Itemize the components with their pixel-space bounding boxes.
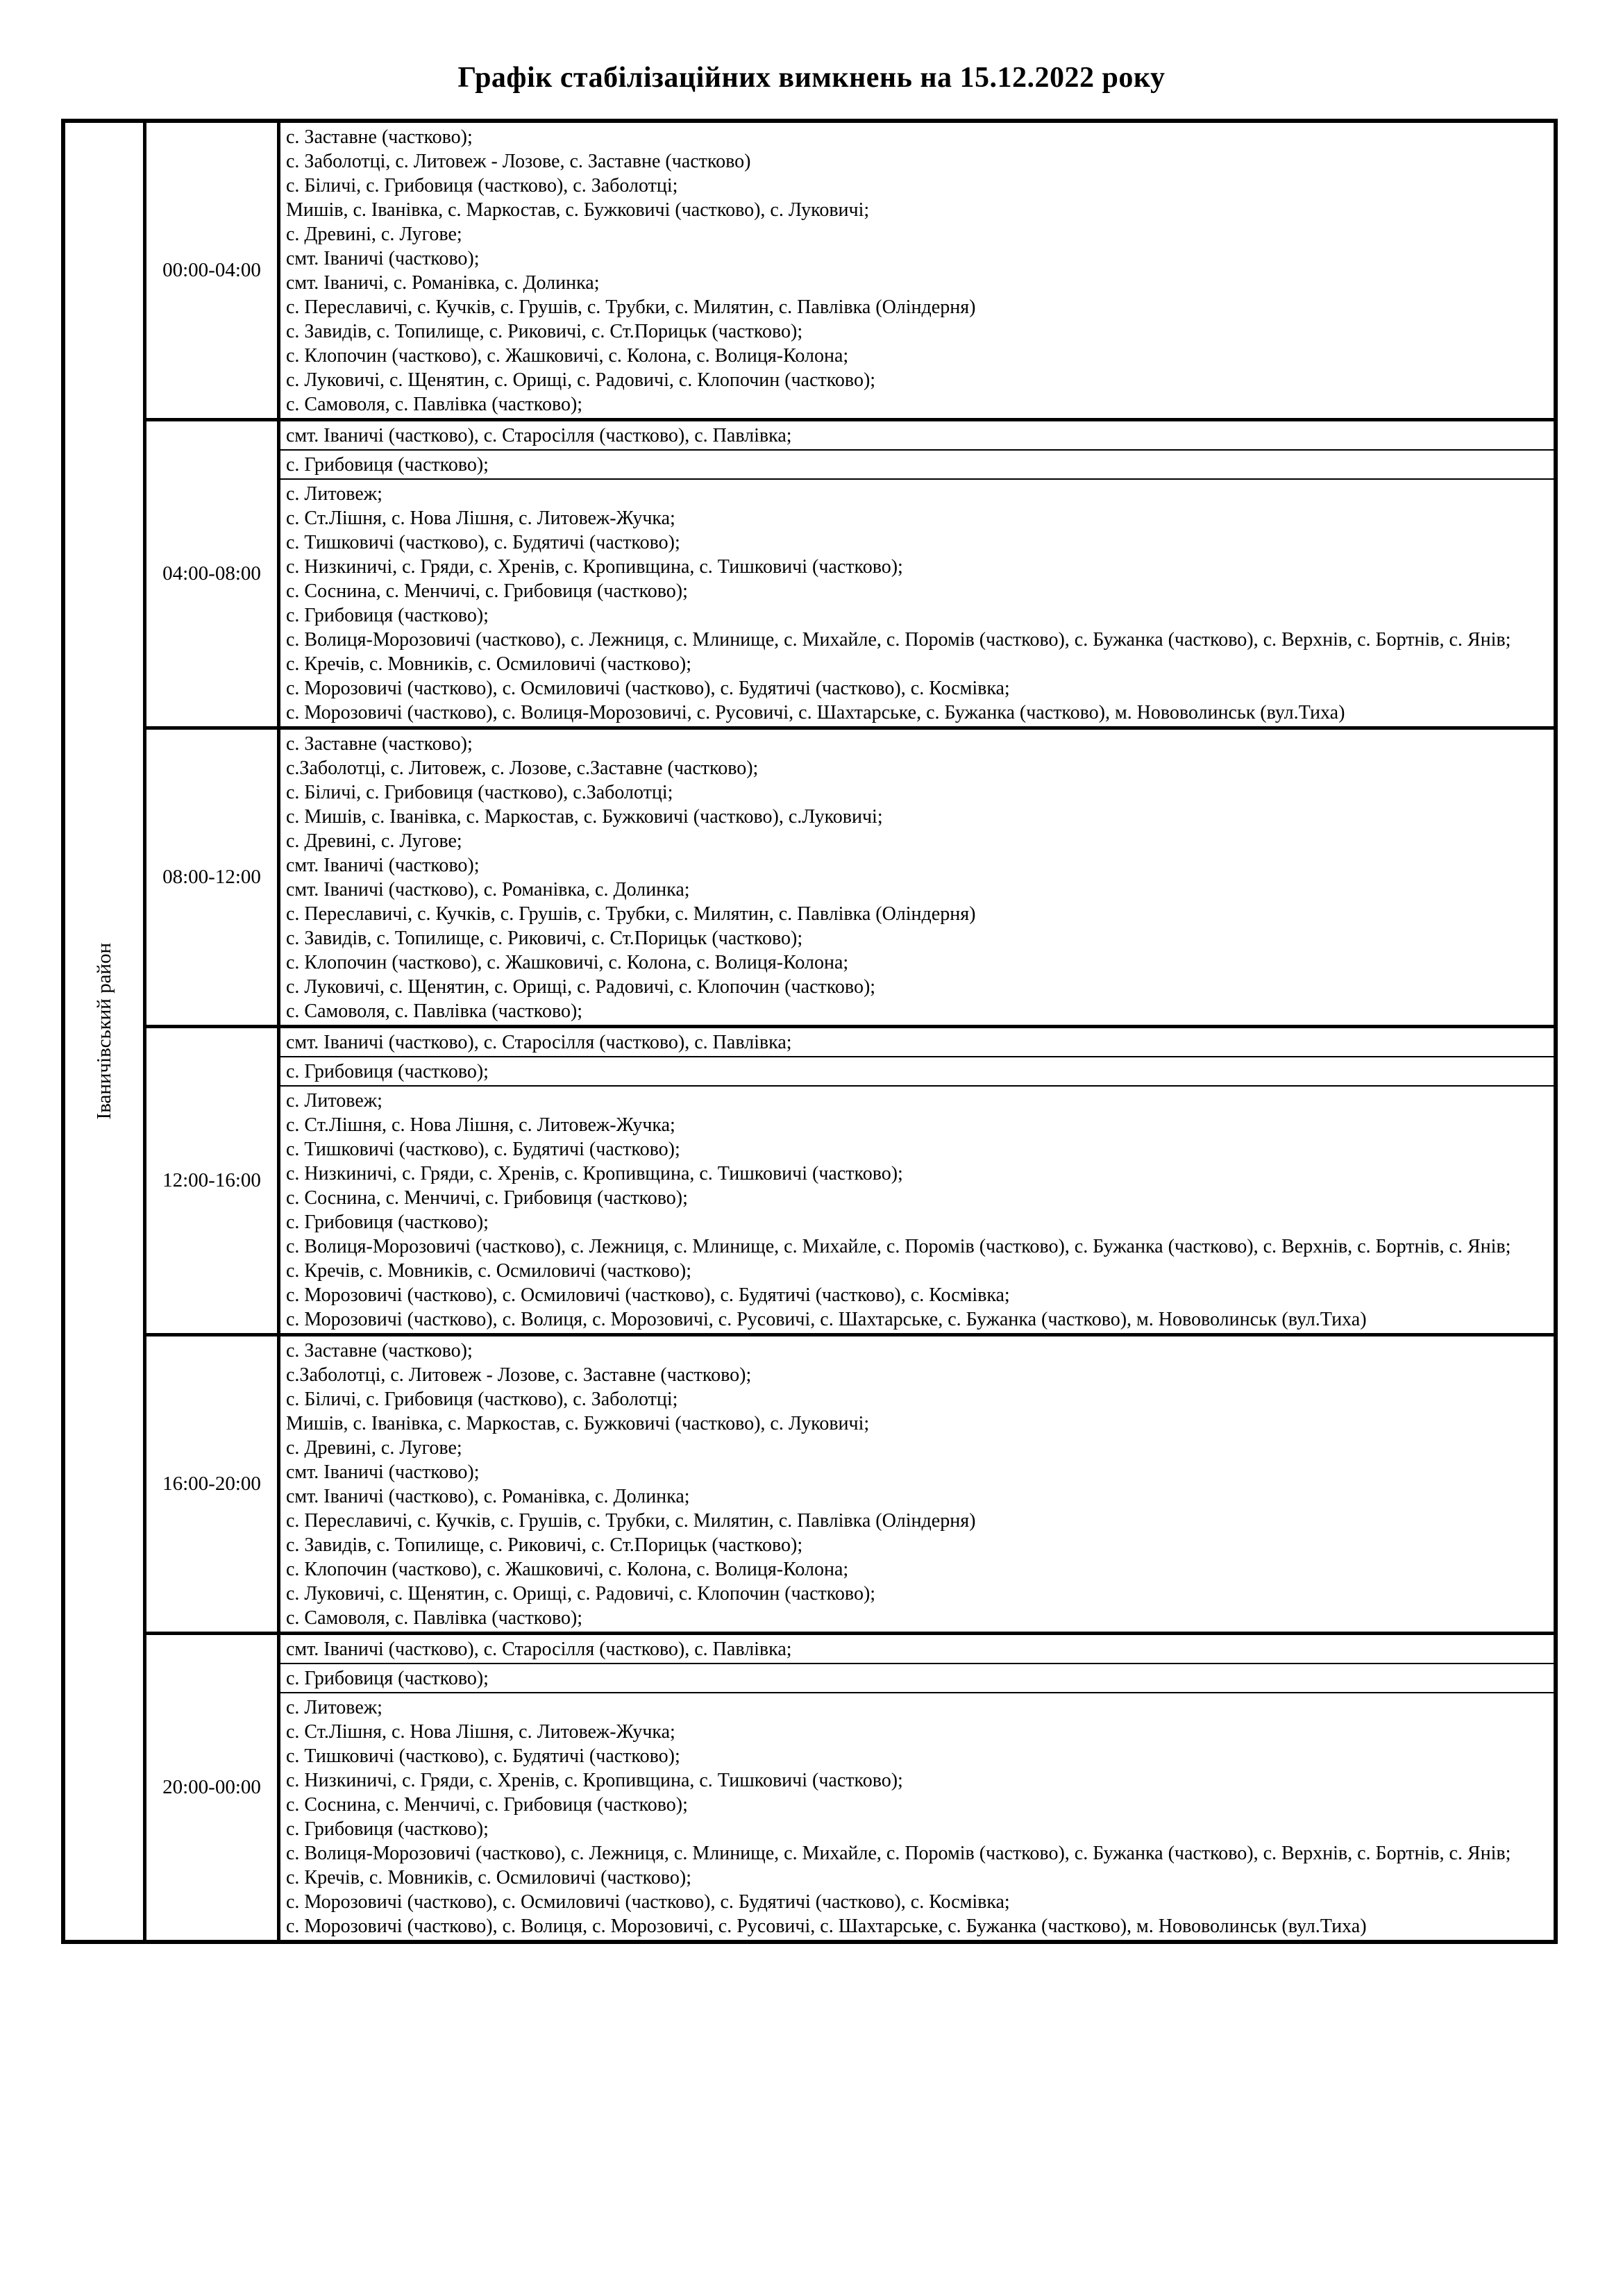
- settlement-line: с. Соснина, с. Менчичі, с. Грибовиця (частково);: [286, 1187, 688, 1209]
- settlement-line: с. Морозовичі (частково), с. Волиця-Морозовичі, с. Русовичі, с. Шахтарське, с. Бужанка (частково), м. Нововолинськ (вул.Тиха): [286, 702, 1345, 723]
- settlement-line: с. Ст.Лішня, с. Нова Лішня, с. Литовеж-Жучка;: [286, 1114, 675, 1136]
- region-label: Іваничівський район: [92, 943, 115, 1120]
- settlement-segment: [280, 730, 1554, 1025]
- settlement-line: с. Литовеж;: [286, 1697, 382, 1718]
- settlement-line: с. Біличі, с. Грибовиця (частково), с. Заболотці;: [286, 1389, 678, 1410]
- settlement-line: смт. Іваничі (частково), с. Старосілля (частково), с. Павлівка;: [286, 425, 792, 446]
- settlement-segment: [280, 1336, 1554, 1632]
- settlement-line: с. Завидів, с. Топилище, с. Риковичі, с. Ст.Порицьк (частково);: [286, 321, 803, 342]
- time-slot-label: 08:00-12:00: [146, 730, 280, 1025]
- settlement-line: с. Морозовичі (частково), с. Волиця, с. Морозовичі, с. Русовичі, с. Шахтарське, с. Бужанка (частково), м. Нововолинськ (вул.Тиха): [286, 1916, 1367, 1937]
- settlement-segment: [280, 480, 1554, 726]
- settlement-segment: [280, 1693, 1554, 1940]
- settlement-line: смт. Іваничі (частково);: [286, 248, 480, 269]
- settlement-line: с. Соснина, с. Менчичі, с. Грибовиця (частково);: [286, 580, 688, 602]
- settlement-line: с. Грибовиця (частково);: [286, 454, 489, 476]
- settlement-line: с. Переславичі, с. Кучків, с. Грушів, с. Трубки, с. Милятин, с. Павлівка (Оліндерня): [286, 296, 976, 318]
- settlement-line: с. Кречів, с. Мовників, с. Осмиловичі (частково);: [286, 653, 691, 675]
- settlement-line: с. Клопочин (частково), с. Жашковичі, с. Колона, с. Волиця-Колона;: [286, 1559, 849, 1580]
- settlement-line: с. Клопочин (частково), с. Жашковичі, с. Колона, с. Волиця-Колона;: [286, 952, 849, 973]
- settlement-segment: [280, 421, 1554, 451]
- settlement-line: с. Луковичі, с. Щенятин, с. Орищі, с. Радовичі, с. Клопочин (частково);: [286, 976, 876, 998]
- settlement-line: с. Клопочин (частково), с. Жашковичі, с. Колона, с. Волиця-Колона;: [286, 345, 849, 367]
- settlement-line: с.Заболотці, с. Литовеж - Лозове, с. Заставне (частково);: [286, 1364, 752, 1386]
- settlement-line: с.Заболотці, с. Литовеж, с. Лозове, с.Заставне (частково);: [286, 757, 759, 779]
- settlement-line: с. Тишковичі (частково), с. Будятичі (частково);: [286, 532, 680, 553]
- settlement-line: с. Мишів, с. Іванівка, с. Маркостав, с. Бужковичі (частково), с.Луковичі;: [286, 806, 883, 828]
- settlement-line: с. Кречів, с. Мовників, с. Осмиловичі (частково);: [286, 1260, 691, 1282]
- time-block: [146, 1333, 1554, 1632]
- time-block: [146, 1025, 1554, 1333]
- settlement-segment: [280, 451, 1554, 480]
- settlement-line: с. Заставне (частково);: [286, 733, 473, 755]
- schedule-table: [61, 119, 1558, 1944]
- settlement-list: [280, 123, 1554, 418]
- time-block: [146, 418, 1554, 726]
- settlement-line: с. Завидів, с. Топилище, с. Риковичі, с. Ст.Порицьк (частково);: [286, 928, 803, 949]
- time-block: [146, 1632, 1554, 1940]
- settlement-line: с. Грибовиця (частково);: [286, 1818, 489, 1840]
- settlement-line: с. Переславичі, с. Кучків, с. Грушів, с. Трубки, с. Милятин, с. Павлівка (Оліндерня): [286, 903, 976, 925]
- settlement-line: с. Низкиничі, с. Гряди, с. Хренів, с. Кропивщина, с. Тишковичі (частково);: [286, 1770, 903, 1791]
- time-slot-label: 16:00-20:00: [146, 1336, 280, 1632]
- settlement-line: с. Заставне (частково);: [286, 1340, 473, 1361]
- settlement-line: с. Волиця-Морозовичі (частково), с. Лежниця, с. Млинище, с. Михайле, с. Поромів (частково), с. Бужанка (частково), с. Верхнів, с. Бортнів, с. Янів;: [286, 1843, 1511, 1864]
- settlement-line: с. Біличі, с. Грибовиця (частково), с.Заболотці;: [286, 782, 673, 803]
- time-block: [146, 726, 1554, 1025]
- settlement-line: смт. Іваничі, с. Романівка, с. Долинка;: [286, 272, 600, 294]
- settlement-segment: [280, 1028, 1554, 1057]
- settlement-list: [280, 1336, 1554, 1632]
- settlement-line: с. Тишковичі (частково), с. Будятичі (частково);: [286, 1139, 680, 1160]
- settlement-line: с. Соснина, с. Менчичі, с. Грибовиця (частково);: [286, 1794, 688, 1816]
- settlement-line: с. Біличі, с. Грибовиця (частково), с. Заболотці;: [286, 175, 678, 196]
- settlement-line: с. Самоволя, с. Павлівка (частково);: [286, 394, 583, 415]
- settlement-segment: [280, 1635, 1554, 1664]
- settlement-line: с. Древині, с. Лугове;: [286, 830, 462, 852]
- settlement-line: с. Самоволя, с. Павлівка (частково);: [286, 1000, 583, 1022]
- settlement-line: с. Грибовиця (частково);: [286, 1061, 489, 1082]
- settlement-line: смт. Іваничі (частково);: [286, 1461, 480, 1483]
- settlement-line: смт. Іваничі (частково), с. Романівка, с. Долинка;: [286, 1486, 690, 1507]
- settlement-line: смт. Іваничі (частково), с. Старосілля (частково), с. Павлівка;: [286, 1032, 792, 1053]
- settlement-line: с. Ст.Лішня, с. Нова Лішня, с. Литовеж-Жучка;: [286, 508, 675, 529]
- settlement-line: с. Переславичі, с. Кучків, с. Грушів, с. Трубки, с. Милятин, с. Павлівка (Оліндерня): [286, 1510, 976, 1532]
- settlement-line: с. Самоволя, с. Павлівка (частково);: [286, 1607, 583, 1629]
- settlement-line: с. Морозовичі (частково), с. Осмиловичі (частково), с. Будятичі (частково), с. Космівка;: [286, 1284, 1010, 1306]
- time-slot-label: 12:00-16:00: [146, 1028, 280, 1333]
- time-slot-label: 20:00-00:00: [146, 1635, 280, 1940]
- settlement-segment: [280, 1057, 1554, 1087]
- settlement-line: с. Древині, с. Лугове;: [286, 224, 462, 245]
- settlement-list: [280, 730, 1554, 1025]
- settlement-line: смт. Іваничі (частково), с. Романівка, с. Долинка;: [286, 879, 690, 900]
- settlement-segment: [280, 123, 1554, 418]
- time-blocks: [146, 123, 1554, 1940]
- settlement-line: с. Грибовиця (частково);: [286, 1668, 489, 1689]
- settlement-line: с. Волиця-Морозовичі (частково), с. Лежниця, с. Млинище, с. Михайле, с. Поромів (частково), с. Бужанка (частково), с. Верхнів, с. Бортнів, с. Янів;: [286, 629, 1511, 651]
- settlement-line: с. Литовеж;: [286, 483, 382, 505]
- page-title: Графік стабілізаційних вимкнень на 15.12.2022 року: [457, 62, 1166, 94]
- settlement-list: [280, 1635, 1554, 1940]
- settlement-line: с. Завидів, с. Топилище, с. Риковичі, с. Ст.Порицьк (частково);: [286, 1534, 803, 1556]
- settlement-line: Мишів, с. Іванівка, с. Маркостав, с. Бужковичі (частково), с. Луковичі;: [286, 199, 870, 221]
- settlement-line: с. Морозовичі (частково), с. Волиця, с. Морозовичі, с. Русовичі, с. Шахтарське, с. Бужанка (частково), м. Нововолинськ (вул.Тиха): [286, 1309, 1367, 1330]
- settlement-list: [280, 421, 1554, 726]
- settlement-line: с. Низкиничі, с. Гряди, с. Хренів, с. Кропивщина, с. Тишковичі (частково);: [286, 556, 903, 578]
- time-slot-label: 00:00-04:00: [146, 123, 280, 418]
- settlement-line: с. Литовеж;: [286, 1090, 382, 1112]
- time-slot-label: 04:00-08:00: [146, 421, 280, 726]
- settlement-line: с. Древині, с. Лугове;: [286, 1437, 462, 1459]
- settlement-line: смт. Іваничі (частково), с. Старосілля (частково), с. Павлівка;: [286, 1639, 792, 1660]
- settlement-line: с. Луковичі, с. Щенятин, с. Орищі, с. Радовичі, с. Клопочин (частково);: [286, 1583, 876, 1604]
- settlement-line: смт. Іваничі (частково);: [286, 855, 480, 876]
- region-cell: [65, 123, 146, 1940]
- settlement-line: с. Тишковичі (частково), с. Будятичі (частково);: [286, 1745, 680, 1767]
- settlement-line: с. Заболотці, с. Литовеж - Лозове, с. Заставне (частково): [286, 151, 751, 172]
- settlement-line: с. Кречів, с. Мовників, с. Осмиловичі (частково);: [286, 1867, 691, 1888]
- settlement-line: с. Волиця-Морозовичі (частково), с. Лежниця, с. Млинище, с. Михайле, с. Поромів (частково), с. Бужанка (частково), с. Верхнів, с. Бортнів, с. Янів;: [286, 1236, 1511, 1257]
- settlement-line: с. Грибовиця (частково);: [286, 1212, 489, 1233]
- settlement-line: с. Заставне (частково);: [286, 126, 473, 148]
- settlement-line: с. Луковичі, с. Щенятин, с. Орищі, с. Радовичі, с. Клопочин (частково);: [286, 369, 876, 391]
- settlement-line: с. Морозовичі (частково), с. Осмиловичі (частково), с. Будятичі (частково), с. Космівка;: [286, 1891, 1010, 1913]
- settlement-line: с. Ст.Лішня, с. Нова Лішня, с. Литовеж-Жучка;: [286, 1721, 675, 1743]
- settlement-segment: [280, 1087, 1554, 1333]
- settlement-line: с. Морозовичі (частково), с. Осмиловичі (частково), с. Будятичі (частково), с. Космівка;: [286, 678, 1010, 699]
- settlement-line: с. Грибовиця (частково);: [286, 605, 489, 626]
- settlement-segment: [280, 1664, 1554, 1693]
- time-block: [146, 123, 1554, 418]
- settlement-list: [280, 1028, 1554, 1333]
- settlement-line: с. Низкиничі, с. Гряди, с. Хренів, с. Кропивщина, с. Тишковичі (частково);: [286, 1163, 903, 1184]
- settlement-line: Мишів, с. Іванівка, с. Маркостав, с. Бужковичі (частково), с. Луковичі;: [286, 1413, 870, 1434]
